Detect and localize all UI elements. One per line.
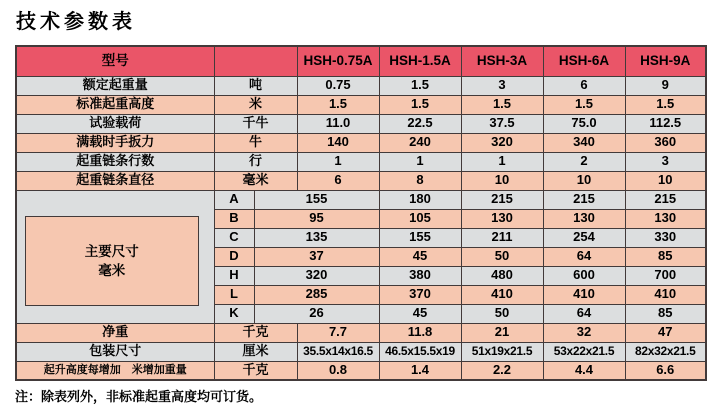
param-value: 3 [461, 76, 543, 95]
param-unit: 千牛 [214, 114, 297, 133]
param-label: 净重 [16, 323, 214, 342]
param-value: 112.5 [625, 114, 706, 133]
dim-value: 410 [625, 285, 706, 304]
dim-letter: D [214, 247, 254, 266]
dimensions-group-unit: 毫米 [98, 262, 126, 278]
dimensions-group-box [25, 216, 199, 306]
dim-value: 215 [461, 190, 543, 209]
param-value: 22.5 [379, 114, 461, 133]
dim-letter: C [214, 228, 254, 247]
param-value: 9 [625, 76, 706, 95]
param-value: 37.5 [461, 114, 543, 133]
table-row [16, 133, 706, 152]
spec-table [15, 45, 707, 381]
param-value: 2.2 [461, 361, 543, 380]
param-value: 6.6 [625, 361, 706, 380]
page-title: 技术参数表 [16, 11, 136, 33]
dim-value: 50 [461, 247, 543, 266]
dim-value: 85 [625, 304, 706, 323]
param-value: 1.5 [543, 95, 625, 114]
dim-value: 95 [254, 209, 379, 228]
param-value: 0.8 [297, 361, 379, 380]
dim-value: 410 [543, 285, 625, 304]
table-row [16, 95, 706, 114]
dim-value: 64 [543, 247, 625, 266]
param-label: 起升高度每增加 米增加重量 [16, 361, 214, 380]
param-value: 46.5x15.5x19 [379, 342, 461, 361]
param-value: 3 [625, 152, 706, 171]
param-value: 340 [543, 133, 625, 152]
param-label: 标准起重高度 [16, 95, 214, 114]
param-value: 1.5 [297, 95, 379, 114]
param-value: 1 [297, 152, 379, 171]
table-row [16, 114, 706, 133]
param-unit: 厘米 [214, 342, 297, 361]
model-name: HSH-3A [461, 46, 543, 76]
param-value: 1.5 [379, 95, 461, 114]
param-value: 11.8 [379, 323, 461, 342]
dim-value: 211 [461, 228, 543, 247]
dim-letter: H [214, 266, 254, 285]
param-value: 11.0 [297, 114, 379, 133]
dim-value: 130 [543, 209, 625, 228]
dim-value: 180 [379, 190, 461, 209]
dim-letter: L [214, 285, 254, 304]
param-value: 1.5 [461, 95, 543, 114]
param-value: 10 [625, 171, 706, 190]
dim-letter: K [214, 304, 254, 323]
dim-value: 285 [254, 285, 379, 304]
param-value: 7.7 [297, 323, 379, 342]
param-value: 53x22x21.5 [543, 342, 625, 361]
param-value: 360 [625, 133, 706, 152]
param-label: 包装尺寸 [16, 342, 214, 361]
dim-value: 85 [625, 247, 706, 266]
param-unit: 牛 [214, 133, 297, 152]
dim-value: 135 [254, 228, 379, 247]
dim-value: 26 [254, 304, 379, 323]
table-row [16, 361, 706, 380]
param-value: 8 [379, 171, 461, 190]
param-label: 起重链条行数 [16, 152, 214, 171]
model-name: HSH-6A [543, 46, 625, 76]
param-value: 35.5x14x16.5 [297, 342, 379, 361]
dim-value: 64 [543, 304, 625, 323]
param-unit: 米 [214, 95, 297, 114]
dim-value: 105 [379, 209, 461, 228]
param-value: 1.5 [625, 95, 706, 114]
dim-value: 37 [254, 247, 379, 266]
model-name: HSH-0.75A [297, 46, 379, 76]
param-label: 额定起重量 [16, 76, 214, 95]
param-value: 2 [543, 152, 625, 171]
param-value: 1 [379, 152, 461, 171]
dim-value: 380 [379, 266, 461, 285]
param-value: 82x32x21.5 [625, 342, 706, 361]
dim-value: 155 [254, 190, 379, 209]
param-value: 0.75 [297, 76, 379, 95]
param-label: 起重链条直径 [16, 171, 214, 190]
param-value: 140 [297, 133, 379, 152]
dimensions-group-label: 主要尺寸 [84, 243, 139, 259]
model-name: HSH-9A [625, 46, 706, 76]
param-value: 10 [543, 171, 625, 190]
param-value: 51x19x21.5 [461, 342, 543, 361]
table-row [16, 190, 706, 209]
param-value: 6 [543, 76, 625, 95]
param-value: 21 [461, 323, 543, 342]
model-header-label: 型号 [16, 46, 214, 76]
param-value: 1.5 [379, 76, 461, 95]
dim-letter: A [214, 190, 254, 209]
dim-value: 155 [379, 228, 461, 247]
table-row [16, 152, 706, 171]
param-value: 1 [461, 152, 543, 171]
table-row [16, 342, 706, 361]
param-unit: 毫米 [214, 171, 297, 190]
dim-value: 130 [461, 209, 543, 228]
param-value: 10 [461, 171, 543, 190]
param-value: 47 [625, 323, 706, 342]
param-label: 满载时手扳力 [16, 133, 214, 152]
param-value: 4.4 [543, 361, 625, 380]
param-value: 32 [543, 323, 625, 342]
model-name: HSH-1.5A [379, 46, 461, 76]
dim-value: 600 [543, 266, 625, 285]
dim-value: 410 [461, 285, 543, 304]
param-value: 75.0 [543, 114, 625, 133]
param-value: 320 [461, 133, 543, 152]
param-value: 6 [297, 171, 379, 190]
table-header-row [16, 46, 706, 76]
dim-value: 215 [625, 190, 706, 209]
dim-value: 50 [461, 304, 543, 323]
dim-value: 480 [461, 266, 543, 285]
dim-value: 45 [379, 304, 461, 323]
param-label: 试验载荷 [16, 114, 214, 133]
param-unit: 千克 [214, 361, 297, 380]
dim-value: 130 [625, 209, 706, 228]
dim-value: 254 [543, 228, 625, 247]
param-unit: 千克 [214, 323, 297, 342]
table-row [16, 171, 706, 190]
param-unit: 吨 [214, 76, 297, 95]
dim-value: 700 [625, 266, 706, 285]
table-row [16, 76, 706, 95]
footnote: 注：除表列外，非标准起重高度均可订货。 [15, 389, 263, 404]
param-value: 240 [379, 133, 461, 152]
dim-value: 370 [379, 285, 461, 304]
dim-value: 320 [254, 266, 379, 285]
dimensions-group-cell [16, 190, 214, 323]
model-header-empty-cell [214, 46, 297, 76]
dim-letter: B [214, 209, 254, 228]
dim-value: 330 [625, 228, 706, 247]
dim-value: 45 [379, 247, 461, 266]
table-row [16, 323, 706, 342]
param-value: 1.4 [379, 361, 461, 380]
dim-value: 215 [543, 190, 625, 209]
param-unit: 行 [214, 152, 297, 171]
